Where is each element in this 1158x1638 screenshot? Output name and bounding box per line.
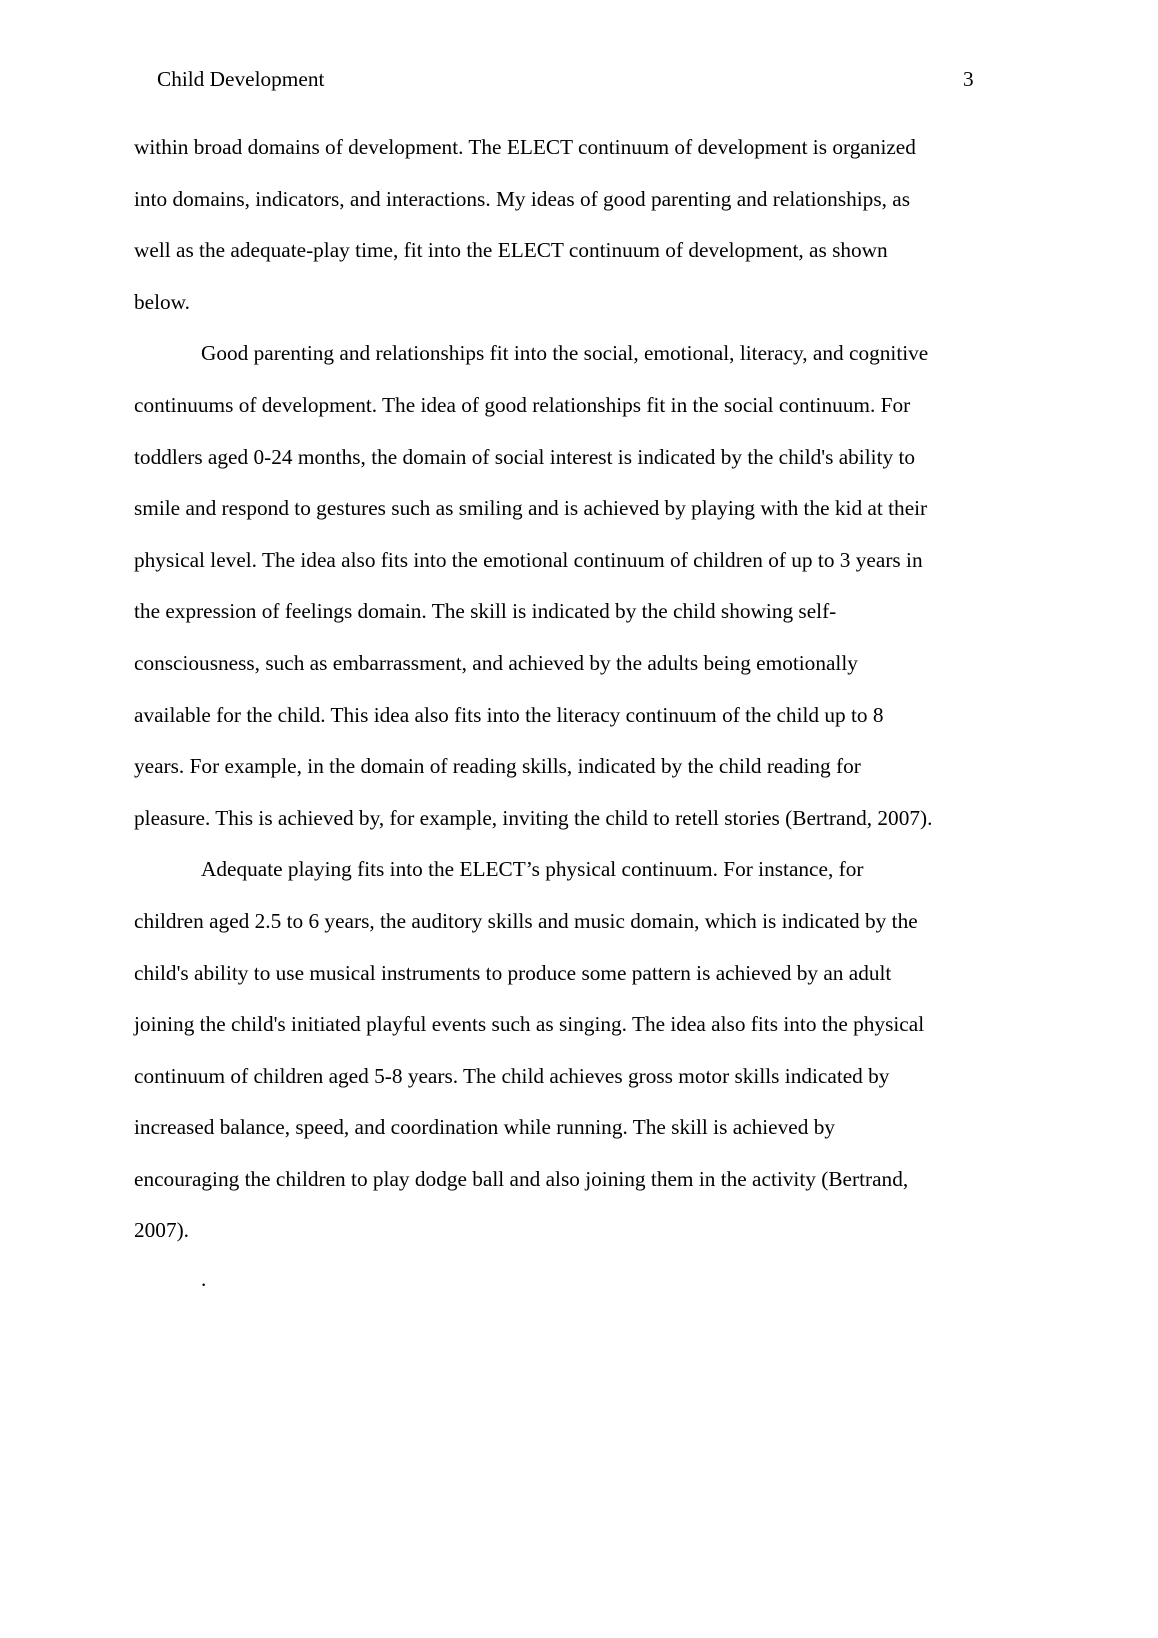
text-line: below. xyxy=(134,289,190,314)
text-line: within broad domains of development. The ELECT continuum of development is organized xyxy=(134,135,916,159)
text-line: available for the child. This idea also fits into the literacy continuum of the child up to 8 xyxy=(134,702,884,727)
page-number: 3 xyxy=(963,67,974,91)
document-body xyxy=(134,133,994,1268)
text-line: smile and respond to gestures such as smiling and is achieved by playing with the kid at their xyxy=(134,496,928,521)
text-line: increased balance, speed, and coordination while running. The skill is achieved by xyxy=(134,1115,835,1140)
text-line: physical level. The idea also fits into the emotional continuum of children of up to 3 years in xyxy=(134,547,923,572)
text-line: Adequate playing fits into the ELECT’s physical continuum. For instance, for xyxy=(201,857,864,882)
running-head: Child Development xyxy=(157,67,325,91)
paragraph xyxy=(134,855,994,1268)
text-line: 2007). xyxy=(134,1218,190,1243)
text-line: into domains, indicators, and interactions. My ideas of good parenting and relationships, as xyxy=(134,186,910,211)
text-line: continuums of development. The idea of good relationships fit in the social continuum. For xyxy=(134,392,911,417)
text-line: consciousness, such as embarrassment, and achieved by the adults being emotionally xyxy=(134,650,858,675)
text-line: the expression of feelings domain. The skill is indicated by the child showing self- xyxy=(134,599,837,624)
text-line: Good parenting and relationships fit into the social, emotional, literacy, and cognitive xyxy=(201,341,929,366)
paragraph xyxy=(134,133,994,339)
paragraph xyxy=(134,339,994,855)
text-line: children aged 2.5 to 6 years, the auditory skills and music domain, which is indicated by the xyxy=(134,908,918,933)
text-line: joining the child's initiated playful events such as singing. The idea also fits into the physical xyxy=(134,1012,925,1037)
text-line: continuum of children aged 5-8 years. The child achieves gross motor skills indicated by xyxy=(134,1063,890,1088)
trailing-mark: . xyxy=(201,1267,207,1291)
text-line: encouraging the children to play dodge ball and also joining them in the activity (Bertrand, xyxy=(134,1166,909,1191)
text-line: years. For example, in the domain of reading skills, indicated by the child reading for xyxy=(134,754,861,779)
text-line: child's ability to use musical instruments to produce some pattern is achieved by an adult xyxy=(134,960,892,985)
text-line: pleasure. This is achieved by, for example, inviting the child to retell stories (Bertrand, 2007). xyxy=(134,805,933,830)
text-line: toddlers aged 0-24 months, the domain of social interest is indicated by the child's ability to xyxy=(134,444,916,469)
text-line: well as the adequate-play time, fit into the ELECT continuum of development, as shown xyxy=(134,238,888,263)
